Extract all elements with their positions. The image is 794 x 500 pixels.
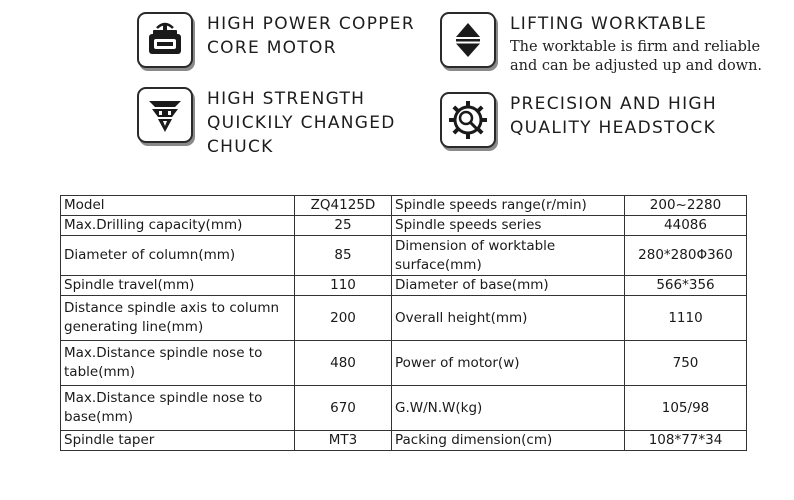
spec-label: Max.Drilling capacity(mm): [61, 216, 295, 236]
table-row: [61, 341, 747, 386]
spec-label: G.W/N.W(kg): [392, 386, 625, 431]
spec-label: Diameter of column(mm): [61, 236, 295, 276]
spec-value: ZQ4125D: [295, 196, 392, 216]
spec-label: Spindle taper: [61, 431, 295, 451]
feature-title: PRECISION AND HIGH QUALITY HEADSTOCK: [510, 94, 717, 138]
spec-label: Spindle speeds range(r/min): [392, 196, 625, 216]
spec-label: Spindle travel(mm): [61, 276, 295, 296]
spec-value: 25: [295, 216, 392, 236]
table-row: [61, 386, 747, 431]
gear-magnifier-icon: [440, 92, 496, 148]
spec-value: 44086: [625, 216, 747, 236]
feature-chuck: [137, 87, 447, 159]
spec-value: 1110: [625, 296, 747, 341]
spec-value: 105/98: [625, 386, 747, 431]
spec-value: 670: [295, 386, 392, 431]
feature-title: HIGH POWER COPPER CORE MOTOR: [207, 14, 415, 58]
spec-value: 108*77*34: [625, 431, 747, 451]
spec-value: MT3: [295, 431, 392, 451]
spec-label: Overall height(mm): [392, 296, 625, 341]
spec-label: Packing dimension(cm): [392, 431, 625, 451]
table-row: [61, 196, 747, 216]
spec-label: Dimension of worktable surface(mm): [392, 236, 625, 276]
spec-label: Model: [61, 196, 295, 216]
spec-value: 480: [295, 341, 392, 386]
motor-icon: [137, 12, 193, 68]
table-row: [61, 236, 747, 276]
table-row: [61, 276, 747, 296]
specification-table: [60, 195, 747, 451]
feature-description: The worktable is firm and reliable and can be adjusted up and down.: [510, 39, 763, 74]
spec-value: 750: [625, 341, 747, 386]
spec-label: Max.Distance spindle nose to base(mm): [61, 386, 295, 431]
spec-value: 200~2280: [625, 196, 747, 216]
spec-value: 110: [295, 276, 392, 296]
feature-headstock: [440, 92, 770, 148]
spec-label: Distance spindle axis to column generating line(mm): [61, 296, 295, 341]
table-row: [61, 296, 747, 341]
feature-lifting-worktable: [440, 12, 790, 76]
spec-label: Max.Distance spindle nose to table(mm): [61, 341, 295, 386]
table-row: [61, 216, 747, 236]
table-row: [61, 431, 747, 451]
spec-value: 566*356: [625, 276, 747, 296]
spec-value: 200: [295, 296, 392, 341]
spec-label: Diameter of base(mm): [392, 276, 625, 296]
chuck-icon: [137, 87, 193, 143]
spec-label: Spindle speeds series: [392, 216, 625, 236]
up-down-arrows-icon: [440, 12, 496, 68]
spec-value: 280*280Φ360: [625, 236, 747, 276]
spec-label: Power of motor(w): [392, 341, 625, 386]
feature-title: LIFTING WORKTABLE: [510, 14, 708, 34]
feature-title: HIGH STRENGTH QUICKILY CHANGED CHUCK: [207, 89, 396, 157]
feature-motor: [137, 12, 415, 68]
spec-value: 85: [295, 236, 392, 276]
